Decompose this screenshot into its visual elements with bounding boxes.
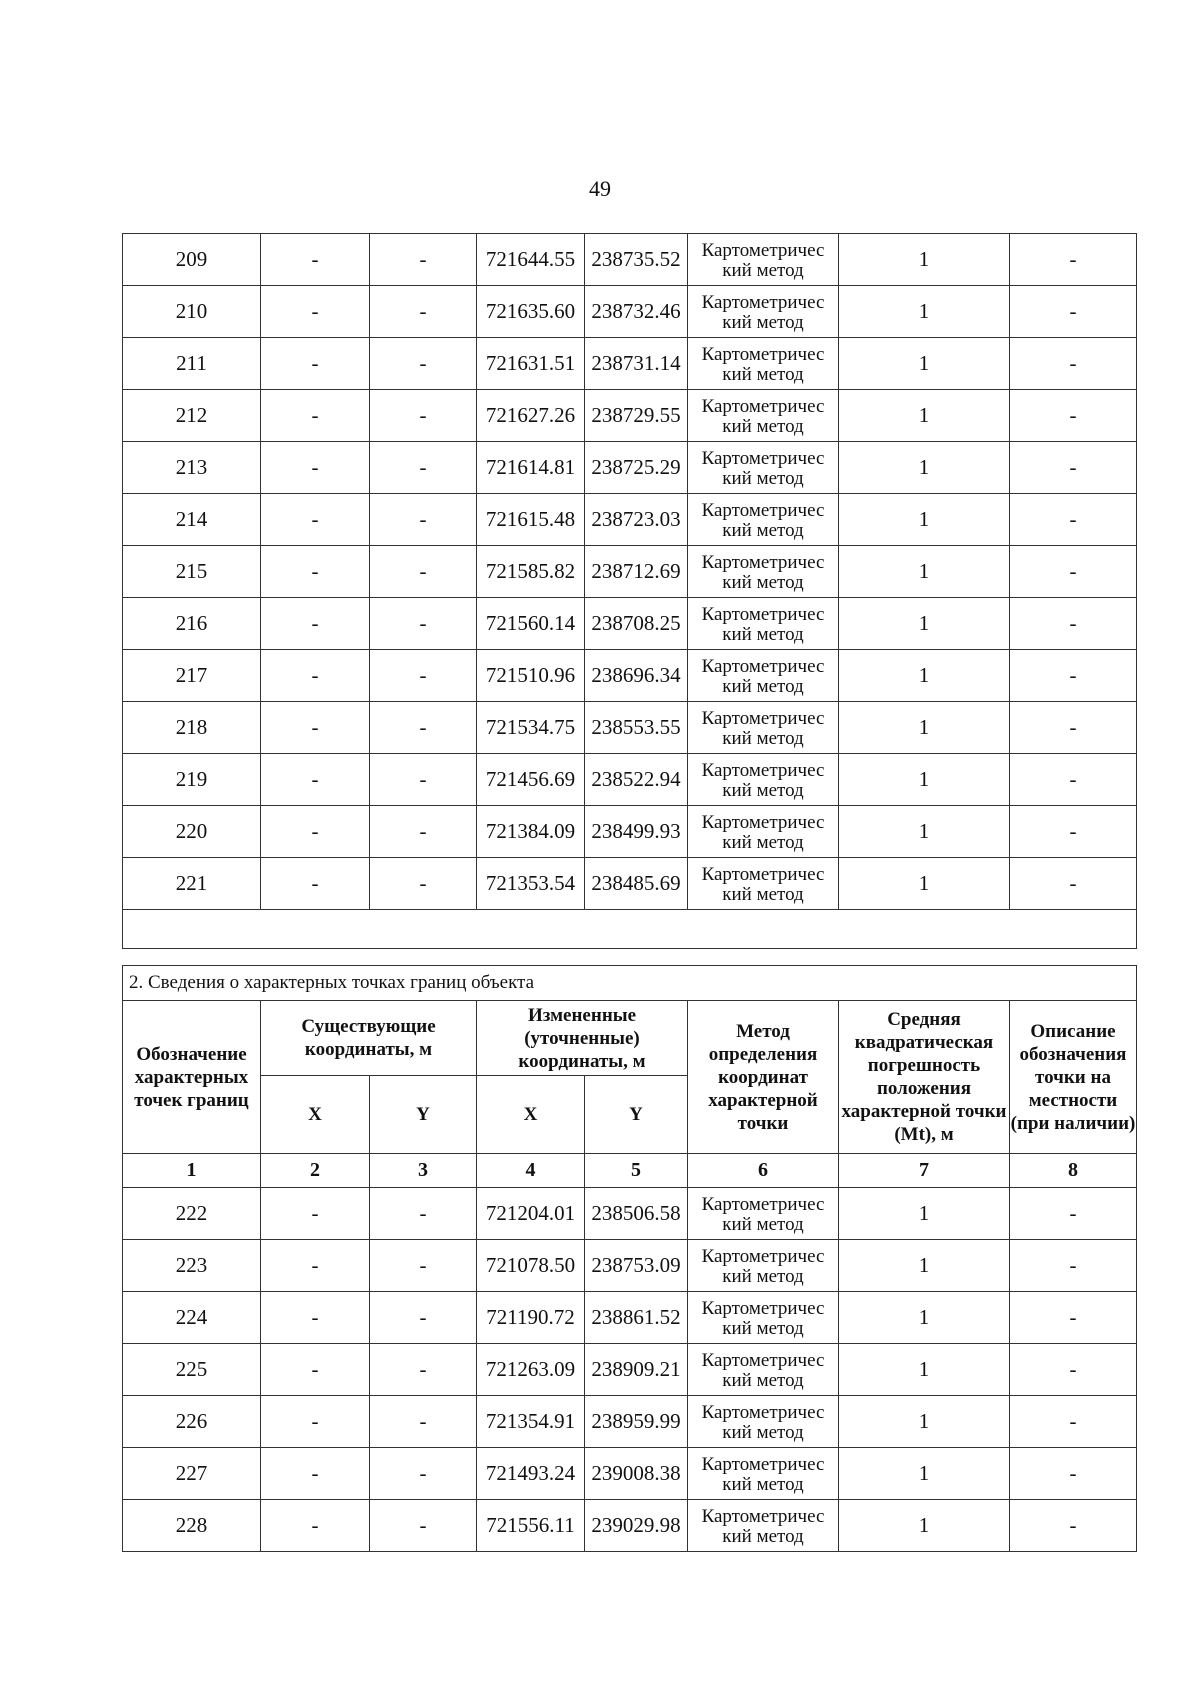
- point-designation-cell: 224: [123, 1292, 261, 1344]
- table-row: [123, 1396, 1137, 1448]
- existing-x-cell: -: [261, 858, 370, 910]
- existing-x-cell: -: [261, 338, 370, 390]
- point-designation-cell: 222: [123, 1188, 261, 1240]
- existing-x-cell: -: [261, 1188, 370, 1240]
- empty-table-row: [123, 910, 1137, 949]
- method-cell: Картометричес кий метод: [688, 546, 839, 598]
- changed-x-cell: 721614.81: [477, 442, 585, 494]
- point-description-cell: -: [1010, 1396, 1137, 1448]
- mean-square-error-cell: 1: [839, 702, 1010, 754]
- header-existing-coordinates: Существующие координаты, м: [261, 1001, 477, 1076]
- changed-y-cell: 238723.03: [585, 494, 688, 546]
- existing-x-cell: -: [261, 234, 370, 286]
- existing-y-cell: -: [370, 494, 477, 546]
- point-description-cell: -: [1010, 494, 1137, 546]
- point-designation-cell: 227: [123, 1448, 261, 1500]
- changed-x-cell: 721560.14: [477, 598, 585, 650]
- point-designation-cell: 219: [123, 754, 261, 806]
- changed-x-cell: 721354.91: [477, 1396, 585, 1448]
- mean-square-error-cell: 1: [839, 338, 1010, 390]
- bottom-table-body: [123, 1188, 1137, 1552]
- point-designation-cell: 211: [123, 338, 261, 390]
- changed-x-cell: 721615.48: [477, 494, 585, 546]
- top-table-body: [123, 234, 1137, 910]
- existing-x-cell: -: [261, 650, 370, 702]
- column-number: 1: [123, 1154, 261, 1188]
- point-designation-cell: 220: [123, 806, 261, 858]
- table-row: [123, 1292, 1137, 1344]
- method-cell: Картометричес кий метод: [688, 286, 839, 338]
- column-number: 3: [370, 1154, 477, 1188]
- method-cell: Картометричес кий метод: [688, 1448, 839, 1500]
- method-cell: Картометричес кий метод: [688, 1240, 839, 1292]
- coordinates-table-continued: [122, 233, 1137, 949]
- existing-y-cell: -: [370, 546, 477, 598]
- header-point-designation: Обозначение характерных точек границ: [123, 1001, 261, 1154]
- point-description-cell: -: [1010, 234, 1137, 286]
- point-designation-cell: 225: [123, 1344, 261, 1396]
- mean-square-error-cell: 1: [839, 494, 1010, 546]
- changed-y-cell: 238735.52: [585, 234, 688, 286]
- method-cell: Картометричес кий метод: [688, 598, 839, 650]
- table-row: [123, 1188, 1137, 1240]
- changed-y-cell: 238708.25: [585, 598, 688, 650]
- existing-y-cell: -: [370, 1344, 477, 1396]
- method-cell: Картометричес кий метод: [688, 494, 839, 546]
- existing-y-cell: -: [370, 650, 477, 702]
- changed-x-cell: 721353.54: [477, 858, 585, 910]
- method-cell: Картометричес кий метод: [688, 442, 839, 494]
- changed-y-cell: 238712.69: [585, 546, 688, 598]
- column-number: 2: [261, 1154, 370, 1188]
- point-description-cell: -: [1010, 650, 1137, 702]
- point-designation-cell: 221: [123, 858, 261, 910]
- column-numbers-row: [123, 1154, 1137, 1188]
- mean-square-error-cell: 1: [839, 1500, 1010, 1552]
- table-row: [123, 494, 1137, 546]
- table-row: [123, 1500, 1137, 1552]
- changed-x-cell: 721190.72: [477, 1292, 585, 1344]
- changed-x-cell: 721493.24: [477, 1448, 585, 1500]
- point-description-cell: -: [1010, 286, 1137, 338]
- changed-y-cell: 238861.52: [585, 1292, 688, 1344]
- point-description-cell: -: [1010, 598, 1137, 650]
- existing-y-cell: -: [370, 1396, 477, 1448]
- method-cell: Картометричес кий метод: [688, 754, 839, 806]
- existing-x-cell: -: [261, 1240, 370, 1292]
- point-designation-cell: 212: [123, 390, 261, 442]
- existing-x-cell: -: [261, 754, 370, 806]
- changed-y-cell: 238506.58: [585, 1188, 688, 1240]
- point-description-cell: -: [1010, 1292, 1137, 1344]
- table-row: [123, 858, 1137, 910]
- existing-x-cell: -: [261, 442, 370, 494]
- mean-square-error-cell: 1: [839, 1344, 1010, 1396]
- changed-y-cell: 238553.55: [585, 702, 688, 754]
- table-row: [123, 286, 1137, 338]
- changed-y-cell: 238696.34: [585, 650, 688, 702]
- existing-y-cell: -: [370, 1500, 477, 1552]
- existing-y-cell: -: [370, 234, 477, 286]
- method-cell: Картометричес кий метод: [688, 1188, 839, 1240]
- section-title: 2. Сведения о характерных точках границ объекта: [123, 966, 1137, 1001]
- method-cell: Картометричес кий метод: [688, 1292, 839, 1344]
- mean-square-error-cell: 1: [839, 234, 1010, 286]
- page-number: 49: [589, 176, 611, 201]
- changed-y-cell: 238732.46: [585, 286, 688, 338]
- point-description-cell: -: [1010, 442, 1137, 494]
- table-row: [123, 546, 1137, 598]
- mean-square-error-cell: 1: [839, 1292, 1010, 1344]
- table-row: [123, 442, 1137, 494]
- mean-square-error-cell: 1: [839, 442, 1010, 494]
- existing-x-cell: -: [261, 1344, 370, 1396]
- table-row: [123, 1344, 1137, 1396]
- existing-x-cell: -: [261, 598, 370, 650]
- point-description-cell: -: [1010, 1344, 1137, 1396]
- point-description-cell: -: [1010, 1240, 1137, 1292]
- changed-y-cell: 239029.98: [585, 1500, 688, 1552]
- existing-x-cell: -: [261, 494, 370, 546]
- table-row: [123, 754, 1137, 806]
- changed-x-cell: 721263.09: [477, 1344, 585, 1396]
- changed-y-cell: 238729.55: [585, 390, 688, 442]
- table-row: [123, 234, 1137, 286]
- changed-y-cell: 238731.14: [585, 338, 688, 390]
- existing-y-cell: -: [370, 442, 477, 494]
- method-cell: Картометричес кий метод: [688, 1500, 839, 1552]
- point-description-cell: -: [1010, 338, 1137, 390]
- point-description-cell: -: [1010, 546, 1137, 598]
- mean-square-error-cell: 1: [839, 1396, 1010, 1448]
- method-cell: Картометричес кий метод: [688, 390, 839, 442]
- header-mean-square-error: Средняя квадратическая погрешность положения характерной точки (Mt), м: [839, 1001, 1010, 1154]
- point-designation-cell: 213: [123, 442, 261, 494]
- header-changed-x: X: [477, 1076, 585, 1154]
- table-row: [123, 1448, 1137, 1500]
- point-designation-cell: 216: [123, 598, 261, 650]
- existing-x-cell: -: [261, 286, 370, 338]
- changed-x-cell: 721204.01: [477, 1188, 585, 1240]
- point-designation-cell: 217: [123, 650, 261, 702]
- changed-x-cell: 721534.75: [477, 702, 585, 754]
- existing-x-cell: -: [261, 1448, 370, 1500]
- existing-x-cell: -: [261, 702, 370, 754]
- table-row: [123, 806, 1137, 858]
- mean-square-error-cell: 1: [839, 390, 1010, 442]
- method-cell: Картометричес кий метод: [688, 1396, 839, 1448]
- existing-y-cell: -: [370, 598, 477, 650]
- point-description-cell: -: [1010, 1188, 1137, 1240]
- changed-x-cell: 721510.96: [477, 650, 585, 702]
- method-cell: Картометричес кий метод: [688, 338, 839, 390]
- changed-y-cell: 238909.21: [585, 1344, 688, 1396]
- point-designation-cell: 210: [123, 286, 261, 338]
- mean-square-error-cell: 1: [839, 1448, 1010, 1500]
- changed-y-cell: 238499.93: [585, 806, 688, 858]
- point-designation-cell: 214: [123, 494, 261, 546]
- point-designation-cell: 223: [123, 1240, 261, 1292]
- changed-x-cell: 721556.11: [477, 1500, 585, 1552]
- table-row: [123, 702, 1137, 754]
- changed-x-cell: 721078.50: [477, 1240, 585, 1292]
- point-description-cell: -: [1010, 390, 1137, 442]
- point-description-cell: -: [1010, 1448, 1137, 1500]
- method-cell: Картометричес кий метод: [688, 702, 839, 754]
- column-number: 6: [688, 1154, 839, 1188]
- changed-y-cell: 238725.29: [585, 442, 688, 494]
- header-point-description: Описание обозначения точки на местности (при наличии): [1010, 1001, 1137, 1154]
- point-description-cell: -: [1010, 754, 1137, 806]
- mean-square-error-cell: 1: [839, 546, 1010, 598]
- table-row: [123, 650, 1137, 702]
- point-description-cell: -: [1010, 702, 1137, 754]
- changed-x-cell: 721456.69: [477, 754, 585, 806]
- header-existing-x: X: [261, 1076, 370, 1154]
- point-designation-cell: 209: [123, 234, 261, 286]
- point-description-cell: -: [1010, 858, 1137, 910]
- table-row: [123, 598, 1137, 650]
- mean-square-error-cell: 1: [839, 598, 1010, 650]
- existing-y-cell: -: [370, 1188, 477, 1240]
- column-number: 5: [585, 1154, 688, 1188]
- mean-square-error-cell: 1: [839, 1240, 1010, 1292]
- mean-square-error-cell: 1: [839, 806, 1010, 858]
- existing-y-cell: -: [370, 338, 477, 390]
- mean-square-error-cell: 1: [839, 754, 1010, 806]
- existing-y-cell: -: [370, 1240, 477, 1292]
- method-cell: Картометричес кий метод: [688, 806, 839, 858]
- existing-y-cell: -: [370, 1448, 477, 1500]
- point-designation-cell: 215: [123, 546, 261, 598]
- changed-x-cell: 721627.26: [477, 390, 585, 442]
- existing-x-cell: -: [261, 1292, 370, 1344]
- point-designation-cell: 226: [123, 1396, 261, 1448]
- header-method: Метод определения координат характерной точки: [688, 1001, 839, 1154]
- changed-x-cell: 721631.51: [477, 338, 585, 390]
- changed-x-cell: 721644.55: [477, 234, 585, 286]
- point-description-cell: -: [1010, 1500, 1137, 1552]
- header-row: [123, 1001, 1137, 1076]
- point-description-cell: -: [1010, 806, 1137, 858]
- column-number: 8: [1010, 1154, 1137, 1188]
- existing-x-cell: -: [261, 546, 370, 598]
- changed-y-cell: 238522.94: [585, 754, 688, 806]
- changed-y-cell: 238485.69: [585, 858, 688, 910]
- existing-x-cell: -: [261, 1500, 370, 1552]
- existing-y-cell: -: [370, 1292, 477, 1344]
- existing-y-cell: -: [370, 702, 477, 754]
- header-changed-coordinates: Измененные (уточненные) координаты, м: [477, 1001, 688, 1076]
- section-title-row: [123, 966, 1137, 1001]
- method-cell: Картометричес кий метод: [688, 1344, 839, 1396]
- header-changed-y: Y: [585, 1076, 688, 1154]
- existing-x-cell: -: [261, 390, 370, 442]
- existing-y-cell: -: [370, 390, 477, 442]
- mean-square-error-cell: 1: [839, 1188, 1010, 1240]
- table-row: [123, 1240, 1137, 1292]
- mean-square-error-cell: 1: [839, 286, 1010, 338]
- changed-x-cell: 721585.82: [477, 546, 585, 598]
- header-existing-y: Y: [370, 1076, 477, 1154]
- changed-y-cell: 238753.09: [585, 1240, 688, 1292]
- changed-y-cell: 238959.99: [585, 1396, 688, 1448]
- point-designation-cell: 228: [123, 1500, 261, 1552]
- existing-y-cell: -: [370, 858, 477, 910]
- column-number: 7: [839, 1154, 1010, 1188]
- changed-x-cell: 721635.60: [477, 286, 585, 338]
- existing-x-cell: -: [261, 806, 370, 858]
- point-designation-cell: 218: [123, 702, 261, 754]
- existing-y-cell: -: [370, 754, 477, 806]
- table-row: [123, 390, 1137, 442]
- existing-x-cell: -: [261, 1396, 370, 1448]
- mean-square-error-cell: 1: [839, 650, 1010, 702]
- changed-x-cell: 721384.09: [477, 806, 585, 858]
- method-cell: Картометричес кий метод: [688, 650, 839, 702]
- column-number: 4: [477, 1154, 585, 1188]
- boundary-points-table: [122, 965, 1137, 1552]
- existing-y-cell: -: [370, 806, 477, 858]
- table-row: [123, 338, 1137, 390]
- changed-y-cell: 239008.38: [585, 1448, 688, 1500]
- mean-square-error-cell: 1: [839, 858, 1010, 910]
- existing-y-cell: -: [370, 286, 477, 338]
- method-cell: Картометричес кий метод: [688, 858, 839, 910]
- method-cell: Картометричес кий метод: [688, 234, 839, 286]
